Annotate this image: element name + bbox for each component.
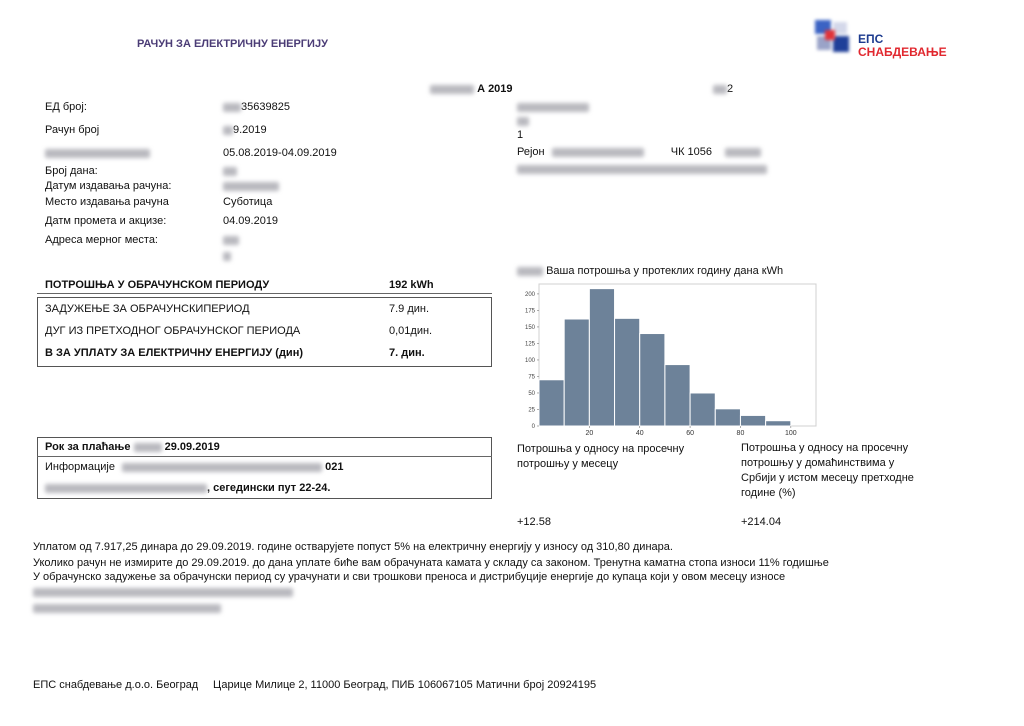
chart-ytick-label: 100 [524, 357, 535, 364]
stat-left-value: +12.58 [517, 516, 551, 528]
racun-value: 9.2019 [223, 124, 267, 136]
chart-bar [715, 409, 740, 426]
chart-bar [539, 380, 564, 426]
chart-bar [615, 318, 640, 426]
issue-place-value: Суботица [223, 196, 273, 208]
chart-ytick-label: 175 [524, 308, 535, 315]
ed-label: ЕД број: [45, 101, 87, 113]
payment-address: , сегедински пут 22-24. [45, 482, 330, 494]
chart-xtick-label: 40 [635, 430, 644, 437]
meter-address-label: Адреса мерног места: [45, 234, 158, 246]
note-line-3: У обрачунско задужење за обрачунски период су урачунати и сви трошкови преноса и дистрибуције енергије до купаца који у овом месецу износе [33, 571, 786, 583]
meter-address-value [223, 234, 239, 261]
chart-xtick-label: 100 [784, 430, 797, 437]
chart-ytick-label: 200 [524, 291, 535, 298]
turnover-value: 04.09.2019 [223, 215, 279, 227]
issue-place-label: Место издавања рачуна [45, 196, 169, 208]
chart-bar [589, 289, 614, 426]
consumption-chart [515, 278, 820, 440]
summary-row1-label: ЗАДУЖЕЊЕ ЗА ОБРАЧУНСКИПЕРИОД [45, 303, 250, 315]
note-line-1: Уплатом од 7.917,25 динара до 29.09.2019. године остварујете попуст 5% на електричну енергију у износу од 310,80 динара. [33, 541, 673, 553]
consumption-label: ПОТРОШЊА У ОБРАЧУНСКОМ ПЕРИОДУ [45, 279, 270, 291]
customer-line3: 1 [517, 129, 524, 141]
chart-title: Ваша потрошња у протеклих годину дана кWh [517, 265, 783, 277]
chart-bar [665, 365, 690, 426]
days-label: Број дана: [45, 165, 98, 177]
period-label [45, 147, 150, 159]
chart-ytick-label: 0 [531, 424, 535, 430]
chart-bar [766, 421, 791, 426]
consumption-value: 192 kWh [389, 279, 434, 291]
chart-ytick-label: 25 [528, 407, 535, 414]
stat-right-label: Потрошња у односу на просечну потрошњу у домаћинствима у Србији у истом месецу претходне године (%) [741, 442, 914, 499]
payment-info: Информације 021 [45, 461, 344, 473]
issue-date-value [223, 180, 279, 192]
days-value [223, 165, 237, 177]
logo-text-snabdevanje: СНАБДЕВАЊЕ [858, 45, 947, 59]
note-line-5 [33, 602, 221, 614]
period-title: А 2019 [430, 83, 513, 95]
ed-value: 35639825 [223, 101, 290, 113]
chart-ytick-label: 125 [524, 341, 535, 348]
bill-title: РАЧУН ЗА ЕЛЕКТРИЧНУ ЕНЕРГИЈУ [137, 38, 328, 50]
turnover-label: Датм промета и акцизе: [45, 215, 167, 227]
issue-date-label: Датум издавања рачуна: [45, 180, 172, 192]
chart-ytick-label: 150 [524, 324, 535, 331]
chart-xtick-label: 20 [585, 430, 594, 437]
note-line-4 [33, 586, 293, 598]
summary-row1-value: 7.9 дин. [389, 303, 430, 315]
chart-xtick-label: 80 [736, 430, 745, 437]
note-line-2: Уколико рачун не измирите до 29.09.2019. до дана уплате биће вам обрачуната камата у складу са законом. Тренутна каматна стопа износи 11% годишње [33, 557, 829, 569]
summary-row2-value: 0,01дин. [389, 325, 433, 337]
logo-text-eps: ЕПС [858, 32, 884, 46]
chart-ytick-label: 50 [528, 390, 535, 397]
customer-name [517, 101, 589, 113]
chart-xtick-label: 60 [686, 430, 694, 437]
customer-region: Рејон ЧК 1056 [517, 146, 761, 158]
chart-bar [690, 393, 715, 426]
footer-company: ЕПС снабдевање д.о.о. Београд [33, 679, 199, 691]
summary-row2-label: ДУГ ИЗ ПРЕТХОДНОГ ОБРАЧУНСКОГ ПЕРИОДА [45, 325, 301, 337]
summary-row3-label: В ЗА УПЛАТУ ЗА ЕЛЕКТРИЧНУ ЕНЕРГИЈУ (дин) [45, 347, 304, 359]
racun-label: Рачун број [45, 124, 100, 136]
chart-bar [564, 319, 589, 426]
chart-ytick-label: 75 [528, 374, 535, 381]
period-value: 05.08.2019-04.09.2019 [223, 147, 337, 159]
eps-logo-icon [815, 20, 853, 56]
footer-address: Царице Милице 2, 11000 Београд, ПИБ 106067105 Матични број 20924195 [213, 679, 597, 691]
right-code: 2 [713, 83, 733, 95]
payment-due: Рок за плаћање 29.09.2019 [45, 441, 220, 453]
stat-left-label: Потрошња у односу на просечну потрошњу у месецу [517, 443, 685, 470]
stat-right-value: +214.04 [741, 516, 782, 528]
summary-row3-value: 7. дин. [389, 347, 425, 359]
customer-line2 [517, 115, 529, 127]
customer-postal [517, 163, 767, 175]
chart-bar [640, 334, 665, 426]
chart-bar [740, 415, 765, 426]
